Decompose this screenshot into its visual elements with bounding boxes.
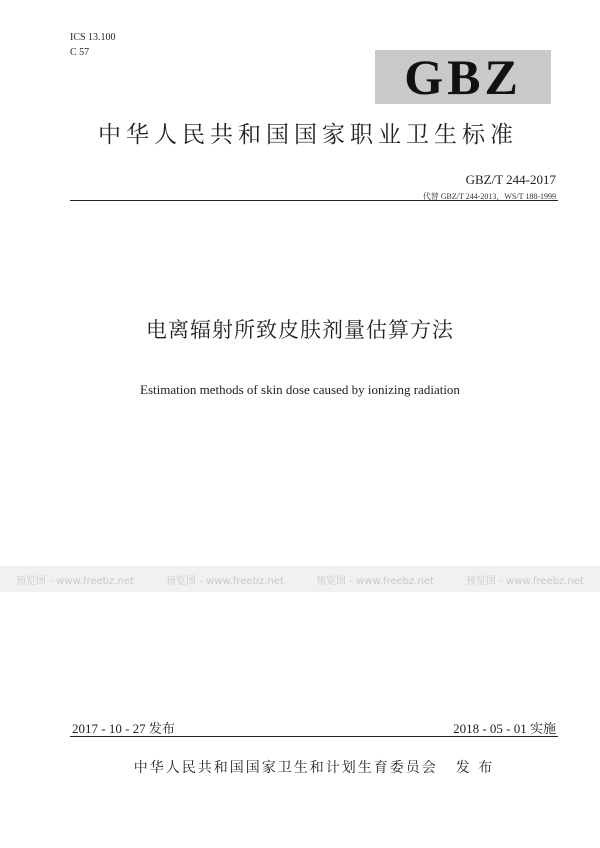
preview-watermark-band — [0, 566, 600, 592]
issuer-org: 中华人民共和国国家卫生和计划生育委员会 — [133, 760, 438, 776]
watermark-text: 预览图 - www.freebz.net — [316, 575, 434, 587]
watermark-text: 预览图 - www.freebz.net — [466, 575, 584, 587]
watermark-text: 预览图 - www.freebz.net — [166, 575, 284, 587]
gbz-logo — [375, 50, 551, 104]
ics-code: ICS 13.100 — [70, 32, 116, 43]
standard-category-title: 中华人民共和国国家职业卫生标准 — [98, 122, 518, 148]
document-title-en: Estimation methods of skin dose caused by ionizing radiation — [140, 382, 460, 397]
header-divider — [70, 200, 558, 201]
implement-date: 2018 - 05 - 01 实施 — [453, 721, 556, 736]
issuer-action: 发 布 — [455, 760, 495, 776]
standard-code: GBZ/T 244-2017 — [465, 172, 556, 187]
watermark-text: 预览图 - www.freebz.net — [16, 575, 134, 587]
issuing-authority — [70, 757, 558, 777]
replaces-note: 代替 GBZ/T 244-2013，WS/T 188-1999 — [422, 192, 556, 201]
footer-divider — [70, 736, 558, 737]
ccs-code: C 57 — [70, 47, 90, 58]
classification-codes — [70, 30, 116, 60]
publish-date: 2017 - 10 - 27 发布 — [72, 721, 175, 736]
gbz-logo-text: GBZ — [404, 49, 522, 105]
document-title-zh: 电离辐射所致皮肤剂量估算方法 — [146, 318, 454, 342]
